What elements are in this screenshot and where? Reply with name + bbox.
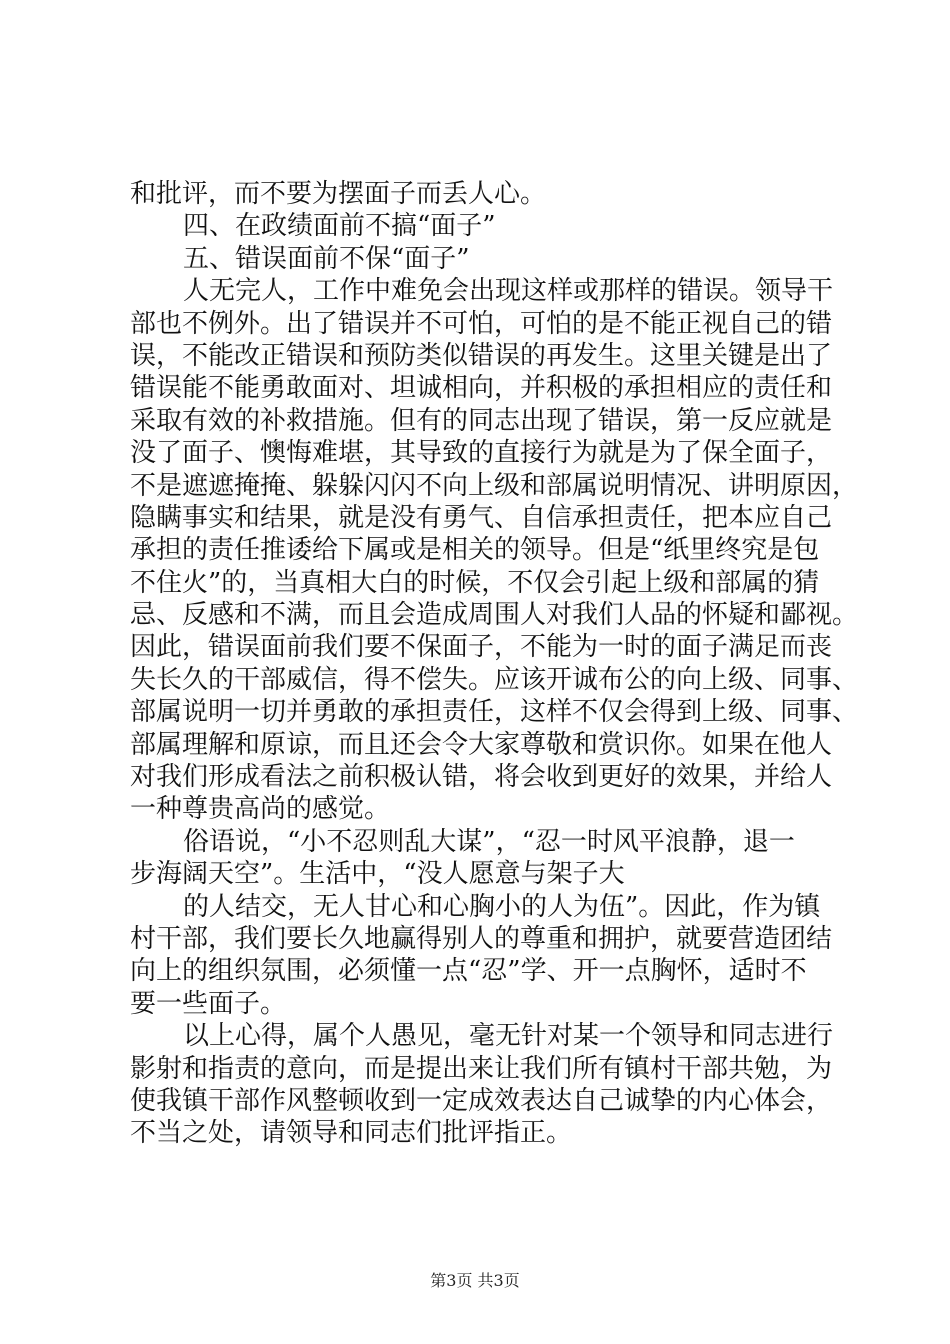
text-line: 失长久的干部威信，得不偿失。应该开诚布公的向上级、同事、 (130, 664, 859, 695)
text-line: 以上心得，属个人愚见，毫无针对某一个领导和同志进行 (183, 1021, 834, 1052)
text-line: 五、错误面前不保“面子” (183, 243, 470, 274)
text-line: 因此，错误面前我们要不保面子，不能为一时的面子满足而丧 (130, 632, 833, 663)
text-line: 部也不例外。出了错误并不可怕，可怕的是不能正视自己的错 (130, 308, 833, 339)
text-line: 不当之处，请领导和同志们批评指正。 (130, 1118, 573, 1149)
text-line: 人无完人，工作中难免会出现这样或那样的错误。领导干 (183, 276, 834, 307)
text-line: 影射和指责的意向，而是提出来让我们所有镇村干部共勉，为 (130, 1053, 833, 1084)
text-line: 四、在政绩面前不搞“面子” (183, 211, 496, 242)
text-line: 要一些面子。 (130, 988, 287, 1019)
text-line: 部属说明一切并勇敢的承担责任，这样不仅会得到上级、同事、 (130, 697, 859, 728)
text-line: 没了面子、懊悔难堪，其导致的直接行为就是为了保全面子， (130, 438, 833, 469)
text-line: 步海阔天空”。生活中，“没人愿意与架子大 (130, 859, 625, 890)
page-footer: 第3页 共3页 (430, 1271, 520, 1290)
text-line: 部属理解和原谅，而且还会令大家尊敬和赏识你。如果在他人 (130, 729, 833, 760)
text-line: 采取有效的补救措施。但有的同志出现了错误，第一反应就是 (130, 405, 833, 436)
text-line: 一种尊贵高尚的感觉。 (130, 794, 391, 825)
text-line: 村干部，我们要长久地赢得别人的尊重和拥护，就要营造团结 (130, 923, 833, 954)
text-line: 忌、反感和不满，而且会造成周围人对我们人品的怀疑和鄙视。 (130, 600, 859, 631)
text-line: 向上的组织氛围，必须懂一点“忍”学、开一点胸怀，适时不 (130, 956, 807, 987)
text-line: 对我们形成看法之前积极认错，将会收到更好的效果，并给人 (130, 762, 833, 793)
text-line: 误，不能改正错误和预防类似错误的再发生。这里关键是出了 (130, 340, 833, 371)
text-line: 错误能不能勇敢面对、坦诚相向，并积极的承担相应的责任和 (130, 373, 833, 404)
text-line: 和批评，而不要为摆面子而丢人心。 (130, 179, 547, 209)
text-line: 使我镇干部作风整顿收到一定成效表达自己诚挚的内心体会， (130, 1085, 833, 1116)
text-line: 隐瞒事实和结果，就是没有勇气、自信承担责任，把本应自己 (130, 502, 833, 533)
text-line: 俗语说，“小不忍则乱大谋”，“忍一时风平浪静，退一 (183, 826, 795, 857)
text-line: 的人结交，无人甘心和心胸小的人为伍”。因此，作为镇 (183, 891, 821, 922)
text-line: 承担的责任推诿给下属或是相关的领导。但是“纸里终究是包 (130, 535, 820, 566)
text-line: 不住火”的，当真相大白的时候，不仅会引起上级和部属的猜 (130, 567, 820, 598)
text-line: 不是遮遮掩掩、躲躲闪闪不向上级和部属说明情况、讲明原因， (130, 470, 859, 501)
document-body (130, 178, 859, 1150)
